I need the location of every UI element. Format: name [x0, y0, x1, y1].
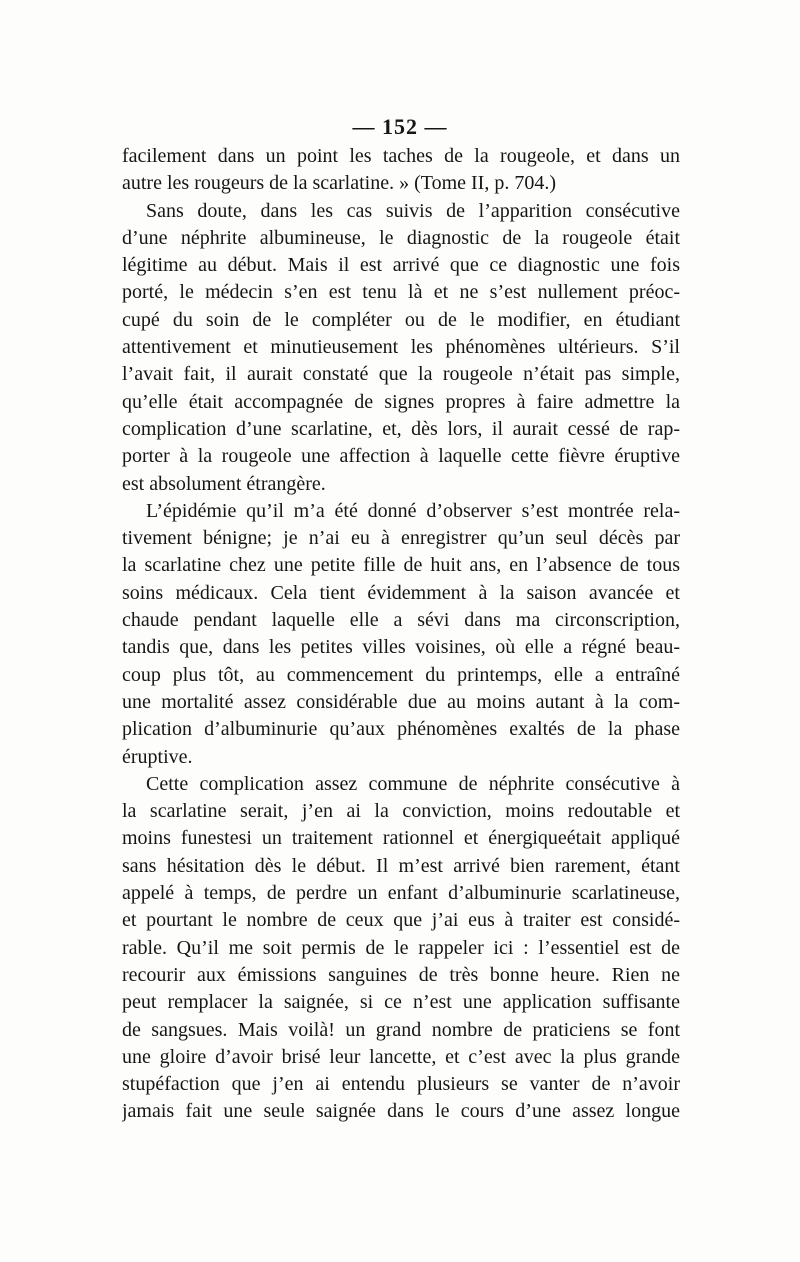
text-line: coup plus tôt, au commencement du printemps, elle a entraîné: [122, 663, 680, 686]
text-line: tivement bénigne; je n’ai eu à enregistrer qu’un seul décès par: [122, 527, 680, 550]
text-line: une mortalité assez considérable due au moins autant à la com-: [122, 690, 680, 713]
text-line: soins médicaux. Cela tient évidemment à la saison avancée et: [122, 581, 680, 604]
text-line: cupé du soin de le compléter ou de le modifier, en étudiant: [122, 308, 680, 331]
text-line: la scarlatine chez une petite fille de huit ans, en l’absence de tous: [122, 554, 680, 577]
text-line: appelé à temps, de perdre un enfant d’albuminurie scarlatineuse,: [122, 882, 680, 905]
text-line: légitime au début. Mais il est arrivé que ce diagnostic une fois: [122, 254, 680, 277]
text-line: de sangsues. Mais voilà! un grand nombre de praticiens se font: [122, 1018, 680, 1041]
text-line: Sans doute, dans les cas suivis de l’apparition consécutive: [146, 199, 680, 222]
page-number: — 152 —: [352, 114, 448, 139]
text-line: sans hésitation dès le début. Il m’est arrivé bien rarement, étant: [122, 854, 680, 877]
text-line: tandis que, dans les petites villes voisines, où elle a régné beau-: [122, 636, 680, 659]
text-line: stupéfaction que j’en ai entendu plusieurs se vanter de n’avoir: [122, 1073, 680, 1096]
text-line: L’épidémie qu’il m’a été donné d’observer s’est montrée rela-: [146, 499, 680, 522]
text-line: porté, le médecin s’en est tenu là et ne s’est nullement préoc-: [122, 281, 680, 304]
text-line: éruptive.: [122, 745, 193, 768]
text-line: chaude pendant laquelle elle a sévi dans ma circonscription,: [122, 609, 680, 632]
text-line: Cette complication assez commune de néphrite consécutive à: [146, 772, 680, 795]
text-line: jamais fait une seule saignée dans le cours d’une assez longue: [122, 1100, 680, 1123]
body-text: [122, 143, 680, 1126]
text-line: facilement dans un point les taches de la rougeole, et dans un: [122, 145, 680, 167]
text-line: complication d’une scarlatine, et, dès lors, il aurait cessé de rap-: [122, 417, 680, 440]
text-line: qu’elle était accompagnée de signes propres à faire admettre la: [122, 390, 680, 413]
text-line: peut remplacer la saignée, si ce n’est une application suffisante: [122, 991, 680, 1014]
text-line: rable. Qu’il me soit permis de le rappeler ici : l’essentiel est de: [122, 936, 680, 959]
text-line: l’avait fait, il aurait constaté que la rougeole n’était pas simple,: [122, 363, 680, 386]
text-line: et pourtant le nombre de ceux que j’ai eus à traiter est considé-: [122, 909, 680, 932]
text-line: attentivement et minutieusement les phénomènes ultérieurs. S’il: [122, 336, 680, 359]
text-line: la scarlatine serait, j’en ai la conviction, moins redoutable et: [122, 800, 680, 823]
text-line: recourir aux émissions sanguines de très bonne heure. Rien ne: [122, 963, 680, 986]
text-line: d’une néphrite albumineuse, le diagnostic de la rougeole était: [122, 226, 680, 249]
text-line: autre les rougeurs de la scarlatine. » (Tome II, p. 704.): [122, 172, 556, 195]
text-line: est absolument étrangère.: [122, 472, 326, 495]
text-line: plication d’albuminurie qu’aux phénomènes exaltés de la phase: [122, 718, 680, 741]
text-line: une gloire d’avoir brisé leur lancette, et c’est avec la plus grande: [122, 1045, 680, 1068]
text-line: moins funestesi un traitement rationnel et énergiqueétait appliqué: [122, 827, 680, 850]
text-line: porter à la rougeole une affection à laquelle cette fièvre éruptive: [122, 445, 680, 468]
